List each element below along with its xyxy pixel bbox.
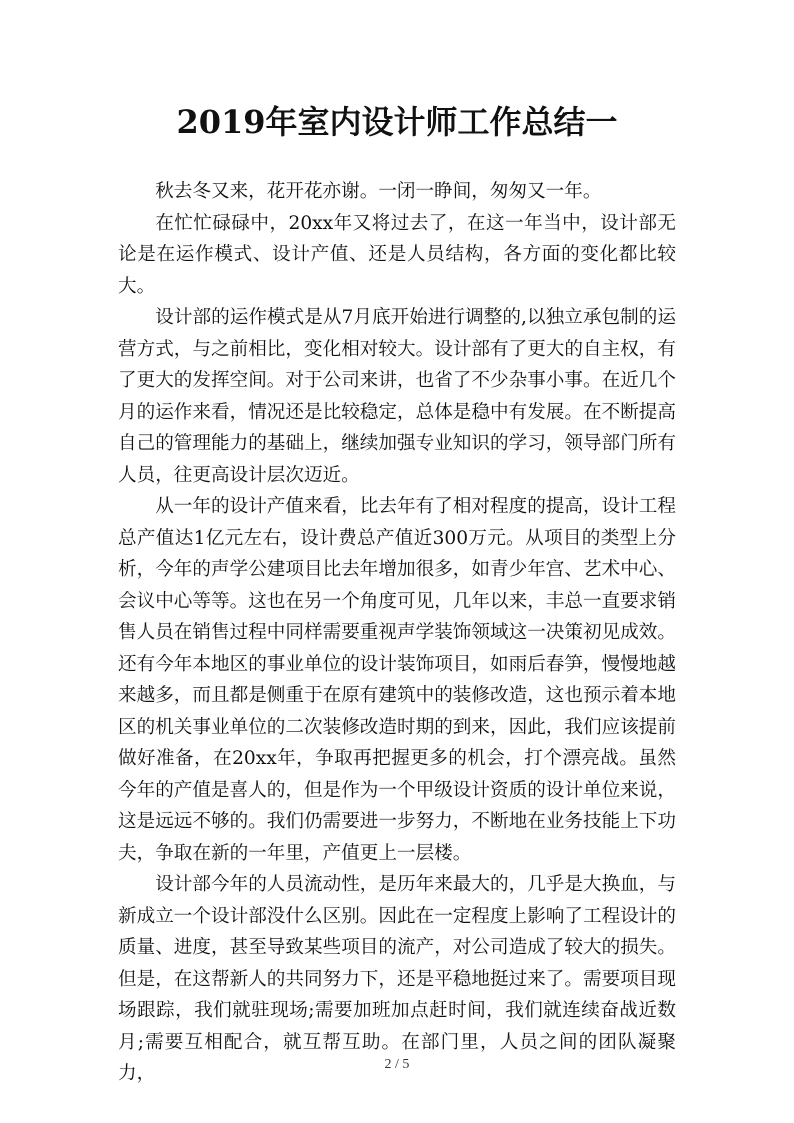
paragraph: 在忙忙碌碌中，20xx年又将过去了，在这一年当中，设计部无论是在运作模式、设计产值、还是人员结构，各方面的变化都比较大。 bbox=[118, 212, 676, 297]
paragraph: 设计部的运作模式是从7月底开始进行调整的,以独立承包制的运营方式，与之前相比，变化相对较大。设计部有了更大的自主权，有了更大的发挥空间。对于公司来讲，也省了不少杂事小事。在近几个月的运作来看，情况还是比较稳定，总体是稳中有发展。在不断提高自己的管理能力的基础上，继续加强专业知识的学习，领导部门所有人员，往更高设计层次迈近。 bbox=[118, 307, 676, 486]
paragraph: 秋去冬又来，花开花亦谢。一闭一睁间，匆匆又一年。 bbox=[155, 181, 602, 202]
document-title: 2019年室内设计师工作总结一 bbox=[176, 103, 618, 141]
page-number: 2 / 5 bbox=[384, 1057, 410, 1072]
paragraph: 从一年的设计产值来看，比去年有了相对程度的提高，设计工程总产值达1亿元左右，设计费总产值近300万元。从项目的类型上分析，今年的声学公建项目比去年增加很多，如青少年宫、艺术中心、会议中心等等。这也在另一个角度可见，几年以来，丰总一直要求销售人员在销售过程中同样需要重视声学装饰领域这一决策初见成效。还有今年本地区的事业单位的设计装饰项目，如雨后春笋，慢慢地越来越多，而且都是侧重于在原有建筑中的装修改造，这也预示着本地区的机关事业单位的二次装修改造时期的到来，因此，我们应该提前做好准备，在20xx年，争取再把握更多的机会，打个漂亮战。虽然今年的产值是喜人的，但是作为一个甲级设计资质的设计单位来说，这是远远不够的。我们仍需要进一步努力，不断地在业务技能上下功夫，争取在新的一年里，产值更上一层楼。 bbox=[118, 496, 676, 864]
paragraph: 设计部今年的人员流动性，是历年来最大的，几乎是大换血，与新成立一个设计部没什么区别。因此在一定程度上影响了工程设计的质量、进度，甚至导致某些项目的流产，对公司造成了较大的损失。但是，在这帮新人的共同努力下，还是平稳地挺过来了。需要项目现场跟踪，我们就驻现场;需要加班加点赶时间，我们就连续奋战近数月;需要互相配合，就互帮互助。在部门里，人员之间的团队凝聚力， bbox=[118, 874, 676, 1084]
document-body bbox=[118, 176, 676, 1090]
